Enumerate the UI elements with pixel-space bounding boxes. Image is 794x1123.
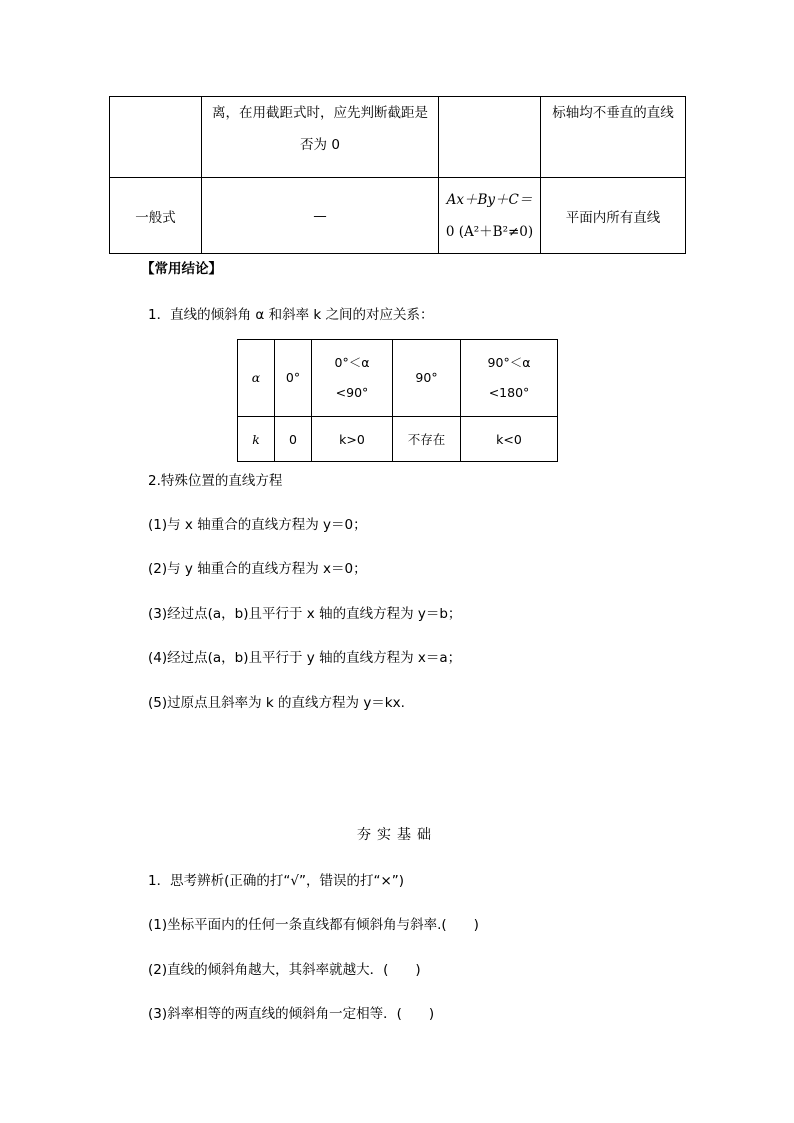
table-cell: 平面内所有直线 [541,178,686,254]
table-row [110,97,686,178]
cell-text-line: <180° [488,385,530,400]
table-cell: 90° [393,340,461,417]
table-cell [110,97,202,178]
special-line-1: (1)与 x 轴重合的直线方程为 y＝0； [148,517,367,533]
row-label: k [238,417,275,462]
special-line-3: (3)经过点(a，b)且平行于 x 轴的直线方程为 y＝b； [148,606,462,622]
table-cell: k>0 [312,417,393,462]
table-cell: — [202,178,439,254]
table-row-k [238,417,558,462]
angle-slope-table [237,339,558,462]
exercise-intro: 1．思考辨析(正确的打“√”，错误的打“×”) [148,873,405,889]
cell-text-line: 90°＜α [487,355,531,370]
cell-text-line: 否为 0 [300,137,340,153]
section-title: 夯实基础 [357,827,437,843]
row-label: α [238,340,275,417]
special-line-4: (4)经过点(a，b)且平行于 y 轴的直线方程为 x＝a； [148,650,462,666]
table-cell [541,97,686,178]
exercise-item-2: (2)直线的倾斜角越大，其斜率就越大．( ) [148,962,421,978]
formula-line: 0 (A²＋B²≠0) [445,223,534,240]
common-conclusions-heading: 【常用结论】 [141,261,222,277]
table-cell [461,340,558,417]
table-cell: 0 [275,417,312,462]
conclusion-item-1: 1．直线的倾斜角 α 和斜率 k 之间的对应关系： [148,307,434,323]
formula-line: Ax＋By＋C＝ [446,191,533,208]
exercise-item-1: (1)坐标平面内的任何一条直线都有倾斜角与斜率.( ) [148,917,479,933]
cell-text: 标轴均不垂直的直线 [552,105,674,121]
table-cell [202,97,439,178]
cell-text-line: 0°＜α [334,355,370,370]
table-cell: k<0 [461,417,558,462]
cell-text-line: <90° [335,385,369,400]
cell-text-line: 离，在用截距式时，应先判断截距是 [212,105,428,121]
form-name-cell: 一般式 [110,178,202,254]
formula-cell [439,178,541,254]
table-cell: 不存在 [393,417,461,462]
table-row [110,178,686,254]
table-row-alpha [238,340,558,417]
table-cell [439,97,541,178]
conclusion-item-2: 2.特殊位置的直线方程 [148,473,283,489]
special-line-2: (2)与 y 轴重合的直线方程为 x＝0； [148,561,367,577]
table-cell [312,340,393,417]
line-equation-forms-table [109,96,686,254]
special-line-5: (5)过原点且斜率为 k 的直线方程为 y＝kx. [148,695,405,711]
exercise-item-3: (3)斜率相等的两直线的倾斜角一定相等．( ) [148,1006,435,1022]
table-cell: 0° [275,340,312,417]
